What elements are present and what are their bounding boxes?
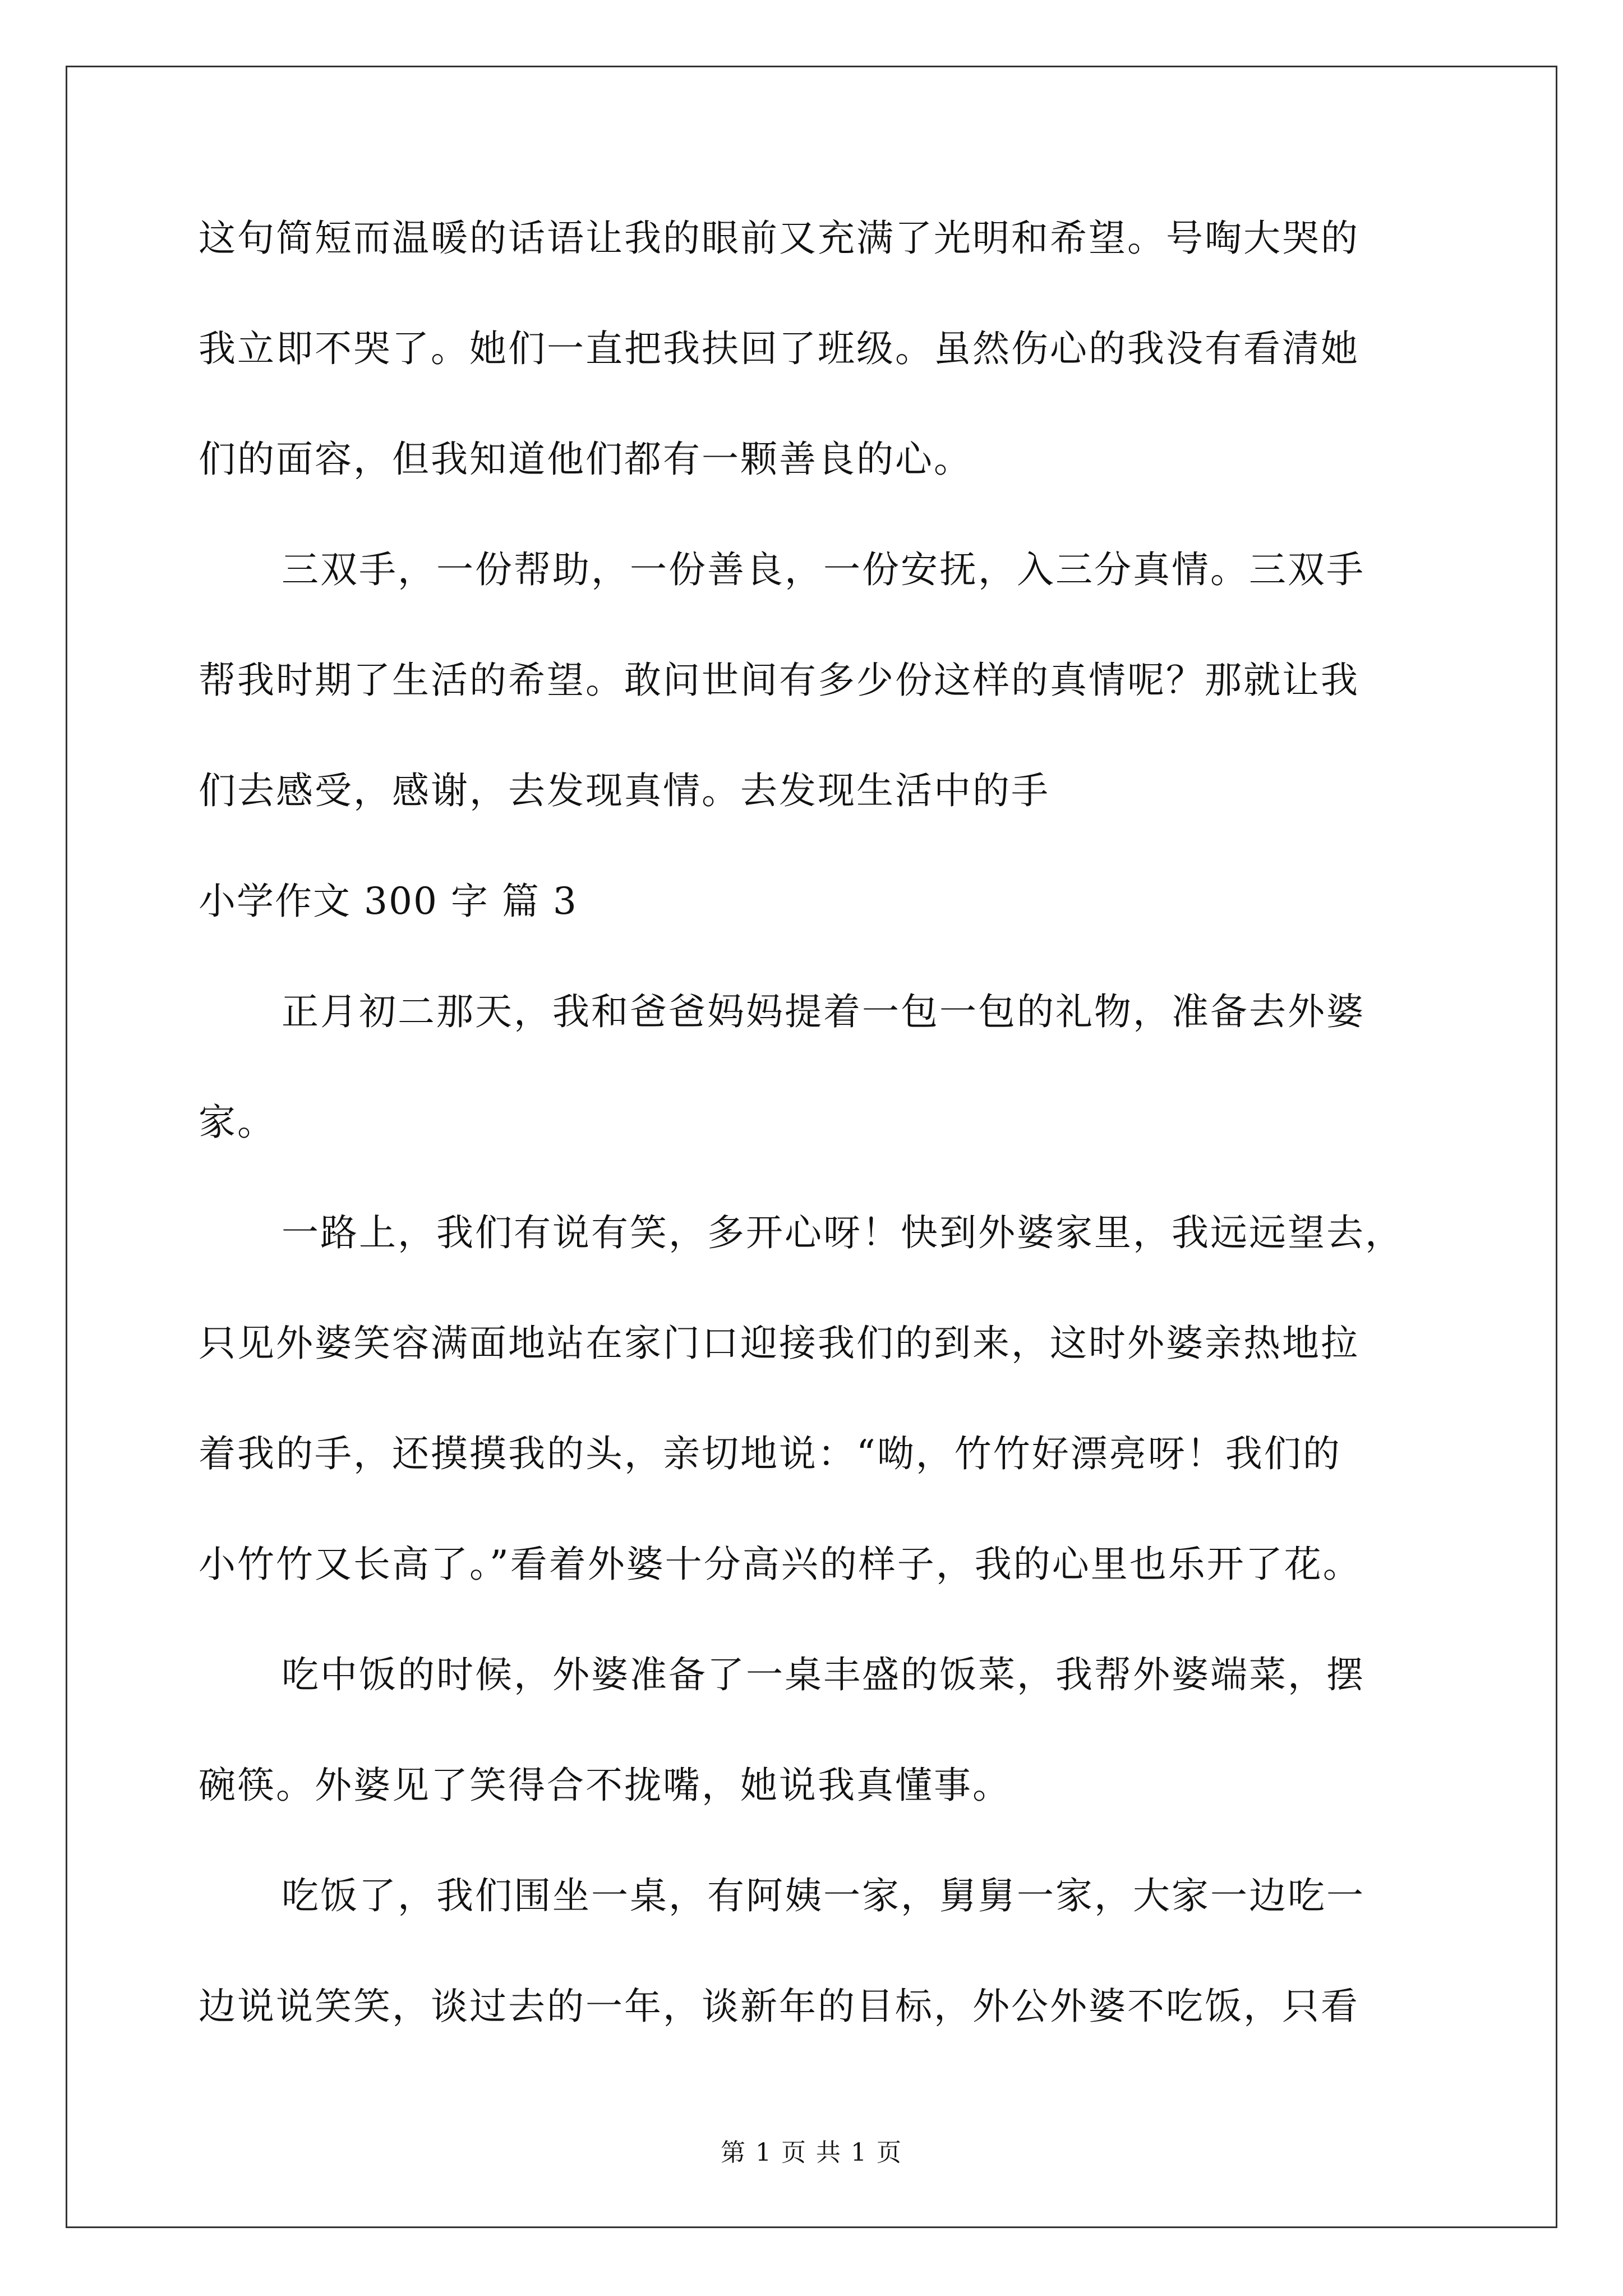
paragraph-line: 们去感受，感谢，去发现真情。去发现生活中的手 bbox=[199, 769, 1050, 812]
paragraph-line: 我立即不哭了。她们一直把我扶回了班级。虽然伤心的我没有看清她 bbox=[199, 327, 1359, 370]
paragraph-line: 一路上，我们有说有笑，多开心呀！快到外婆家里，我远远望去， bbox=[282, 1211, 1404, 1254]
paragraph-line: 只见外婆笑容满面地站在家门口迎接我们的到来，这时外婆亲热地拉 bbox=[199, 1322, 1359, 1365]
paragraph-line: 碗筷。外婆见了笑得合不拢嘴，她说我真懂事。 bbox=[199, 1764, 1011, 1807]
paragraph-line: 帮我时期了生活的希望。敢问世间有多少份这样的真情呢？那就让我 bbox=[199, 659, 1359, 702]
paragraph-line: 三双手，一份帮助，一份善良，一份安抚，入三分真情。三双手 bbox=[282, 548, 1365, 591]
paragraph-line: 吃饭了，我们围坐一桌，有阿姨一家，舅舅一家，大家一边吃一 bbox=[282, 1874, 1365, 1917]
paragraph-line: 吃中饭的时候，外婆准备了一桌丰盛的饭菜，我帮外婆端菜，摆 bbox=[282, 1653, 1365, 1696]
paragraph-line: 们的面容，但我知道他们都有一颗善良的心。 bbox=[199, 438, 972, 481]
paragraph-line: 正月初二那天，我和爸爸妈妈提着一包一包的礼物，准备去外婆 bbox=[282, 990, 1365, 1033]
page-number-footer: 第 1 页 共 1 页 bbox=[721, 2138, 902, 2167]
paragraph-line: 小竹竹又长高了。”看着外婆十分高兴的样子，我的心里也乐开了花。 bbox=[199, 1543, 1362, 1586]
paragraph-line: 这句简短而温暖的话语让我的眼前又充满了光明和希望。号啕大哭的 bbox=[199, 217, 1359, 260]
paragraph-line: 着我的手，还摸摸我的头，亲切地说：“呦，竹竹好漂亮呀！我们的 bbox=[199, 1432, 1341, 1475]
paragraph-line: 边说说笑笑，谈过去的一年，谈新年的目标，外公外婆不吃饭，只看 bbox=[199, 1985, 1359, 2028]
paragraph-line: 家。 bbox=[199, 1101, 276, 1144]
section-heading: 小学作文 300 字 篇 3 bbox=[199, 880, 578, 923]
